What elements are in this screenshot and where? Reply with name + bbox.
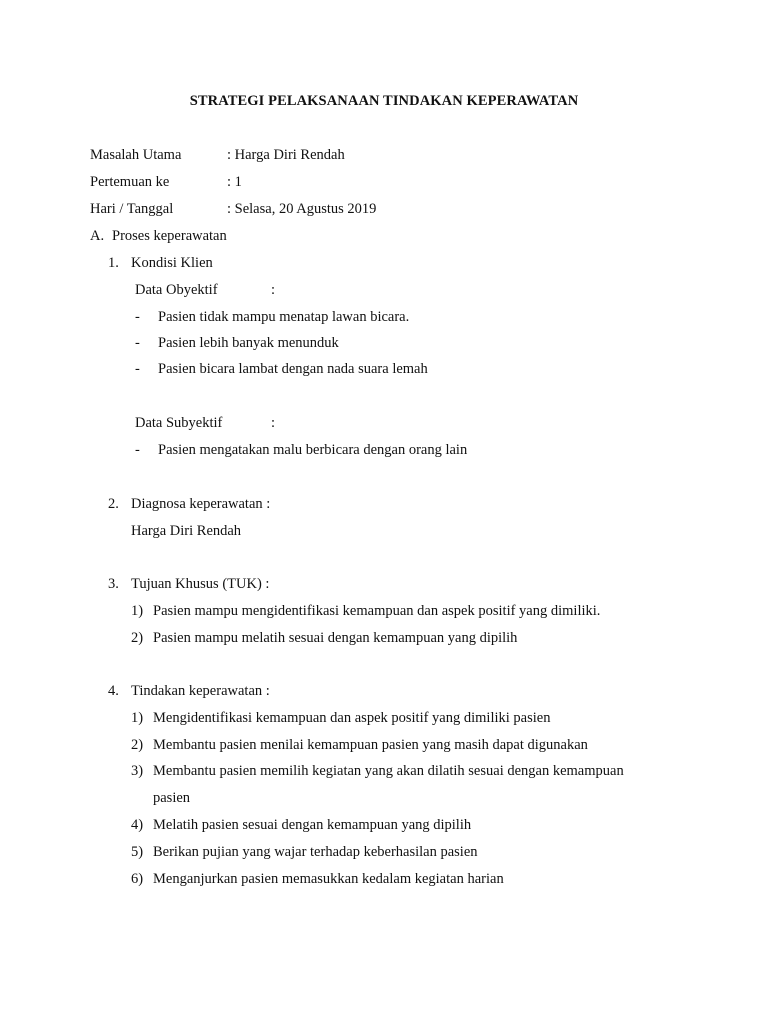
list-item: Pasien bicara lambat dengan nada suara lemah — [158, 361, 428, 377]
kondisi-marker: 1. — [108, 255, 119, 271]
data-subyektif-colon: : — [271, 415, 276, 431]
list-item: Mengidentifikasi kemampuan dan aspek positif yang dimiliki pasien — [153, 710, 551, 726]
list-number: 4) — [131, 817, 144, 833]
tujuan-heading: Tujuan Khusus (TUK) : — [131, 576, 270, 592]
list-item: Berikan pujian yang wajar terhadap keberhasilan pasien — [153, 844, 478, 860]
list-number: 2) — [131, 630, 144, 646]
masalah-utama-label: Masalah Utama — [90, 147, 182, 163]
data-obyektif-colon: : — [271, 282, 276, 298]
bullet-dash: - — [135, 309, 140, 325]
tujuan-marker: 3. — [108, 576, 119, 592]
masalah-utama-value: : Harga Diri Rendah — [227, 147, 345, 163]
diagnosa-heading: Diagnosa keperawatan : — [131, 496, 271, 512]
list-item: Melatih pasien sesuai dengan kemampuan yang dipilih — [153, 817, 472, 833]
bullet-dash: - — [135, 442, 140, 458]
list-item: Pasien mampu melatih sesuai dengan kemampuan yang dipilih — [153, 630, 518, 646]
list-item: Membantu pasien menilai kemampuan pasien yang masih dapat digunakan — [153, 737, 588, 753]
list-number: 3) — [131, 763, 144, 779]
list-item-continuation: pasien — [153, 790, 191, 806]
bullet-dash: - — [135, 361, 140, 377]
list-number: 2) — [131, 737, 144, 753]
list-item: Pasien mengatakan malu berbicara dengan orang lain — [158, 442, 468, 458]
data-obyektif-label: Data Obyektif — [135, 282, 218, 298]
diagnosa-value: Harga Diri Rendah — [131, 523, 242, 539]
kondisi-heading: Kondisi Klien — [131, 255, 213, 271]
list-item: Pasien tidak mampu menatap lawan bicara. — [158, 309, 410, 325]
tindakan-marker: 4. — [108, 683, 119, 699]
pertemuan-label: Pertemuan ke — [90, 174, 170, 190]
page-title: STRATEGI PELAKSANAAN TINDAKAN KEPERAWATAN — [189, 93, 579, 109]
pertemuan-value: : 1 — [227, 174, 242, 190]
list-item: Membantu pasien memilih kegiatan yang akan dilatih sesuai dengan kemampuan — [153, 763, 624, 779]
section-a-heading: Proses keperawatan — [112, 228, 227, 244]
data-subyektif-label: Data Subyektif — [135, 415, 223, 431]
list-number: 6) — [131, 871, 144, 887]
list-number: 5) — [131, 844, 144, 860]
section-a-marker: A. — [90, 228, 105, 244]
list-item: Pasien lebih banyak menunduk — [158, 335, 339, 351]
tindakan-heading: Tindakan keperawatan : — [131, 683, 270, 699]
list-number: 1) — [131, 710, 144, 726]
bullet-dash: - — [135, 335, 140, 351]
diagnosa-marker: 2. — [108, 496, 119, 512]
list-item: Menganjurkan pasien memasukkan kedalam kegiatan harian — [153, 871, 504, 887]
list-item: Pasien mampu mengidentifikasi kemampuan dan aspek positif yang dimiliki. — [153, 603, 601, 619]
tanggal-label: Hari / Tanggal — [90, 201, 174, 217]
tanggal-value: : Selasa, 20 Agustus 2019 — [227, 201, 377, 217]
list-number: 1) — [131, 603, 144, 619]
